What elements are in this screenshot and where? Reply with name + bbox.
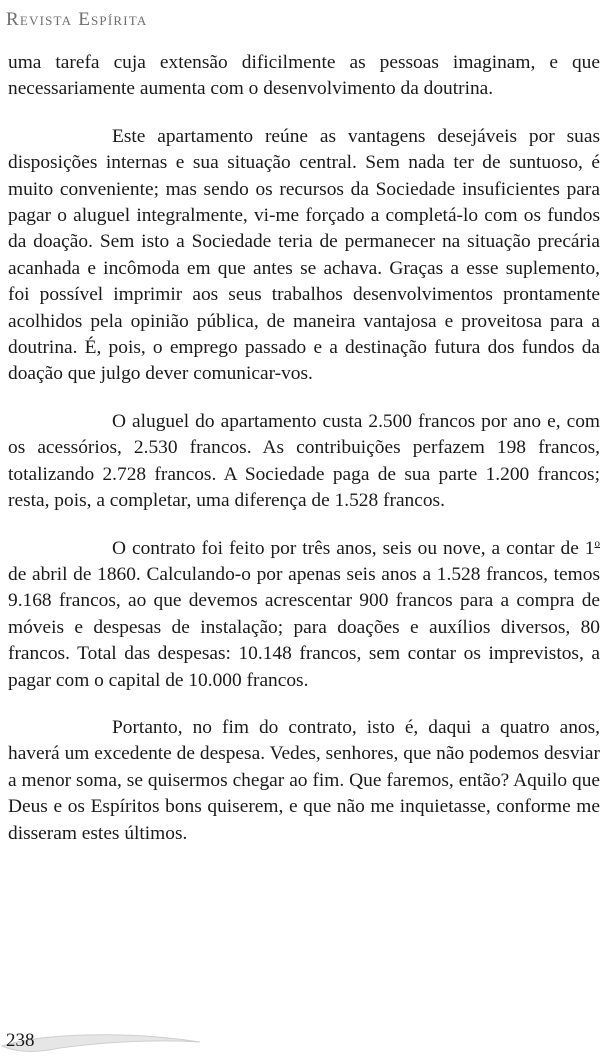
body-text [8,50,600,868]
contract-text-before: O contrato foi feito por três anos, seis ou nove, a contar de 1 [112,537,595,559]
paragraph-contract [8,536,600,694]
paragraph-apartment: Este apartamento reúne as vantagens desejáveis por suas disposições internas e sua situação central. Sem nada ter de suntuoso, é muito conveniente; mas sendo os recursos da Sociedade insuficientes para pagar o aluguel integralmente, vi-me forçado a completá-lo com os fundos da doação. Sem isto a Sociedade teria de permanecer na situação precária acanhada e incômoda em que antes se achava. Graças a esse suplemento, foi possível imprimir aos seus trabalhos desenvolvimentos prontamente acolhidos pela opinião pública, de maneira vantajosa e proveitosa para a doutrina. É, pois, o emprego passado e a destinação futura dos fundos da doação que julgo dever comunicar-vos. [8,125,600,385]
page-number: 238 [6,1030,35,1051]
contract-text-after: de abril de 1860. Calculando-o por apenas seis anos a 1.528 francos, temos 9.168 francos, ao que devemos acrescentar 900 francos para a compra de móveis e despesas de instalação; para doações e auxílios diversos, 80 francos. Total das despesas: 10.148 francos, sem contar os imprevistos, a pagar com o capital de 10.000 francos. [8,563,600,691]
paragraph-continuation: uma tarefa cuja extensão dificilmente as pessoas imaginam, e que necessariamente aumenta com o desenvolvimento da doutrina. [8,52,600,100]
paragraph-rent: O aluguel do apartamento custa 2.500 francos por ano e, com os acessórios, 2.530 francos. As contribuições perfazem 198 francos, totalizando 2.728 francos. A Sociedade paga de sua parte 1.200 francos; resta, pois, a completar, uma diferença de 1.528 francos. [8,410,600,512]
running-header: Revista Espírita [6,9,148,30]
paragraph-conclusion: Portanto, no fim do contrato, isto é, daqui a quatro anos, haverá um excedente de despesa. Vedes, senhores, que não podemos desviar a menor soma, se quisermos chegar ao fim. Que faremos, então? Aquilo que Deus e os Espíritos bons quiserem, e que não me inquietasse, conforme me disseram estes últimos. [8,716,600,844]
ordinal-superscript: o [594,537,600,550]
